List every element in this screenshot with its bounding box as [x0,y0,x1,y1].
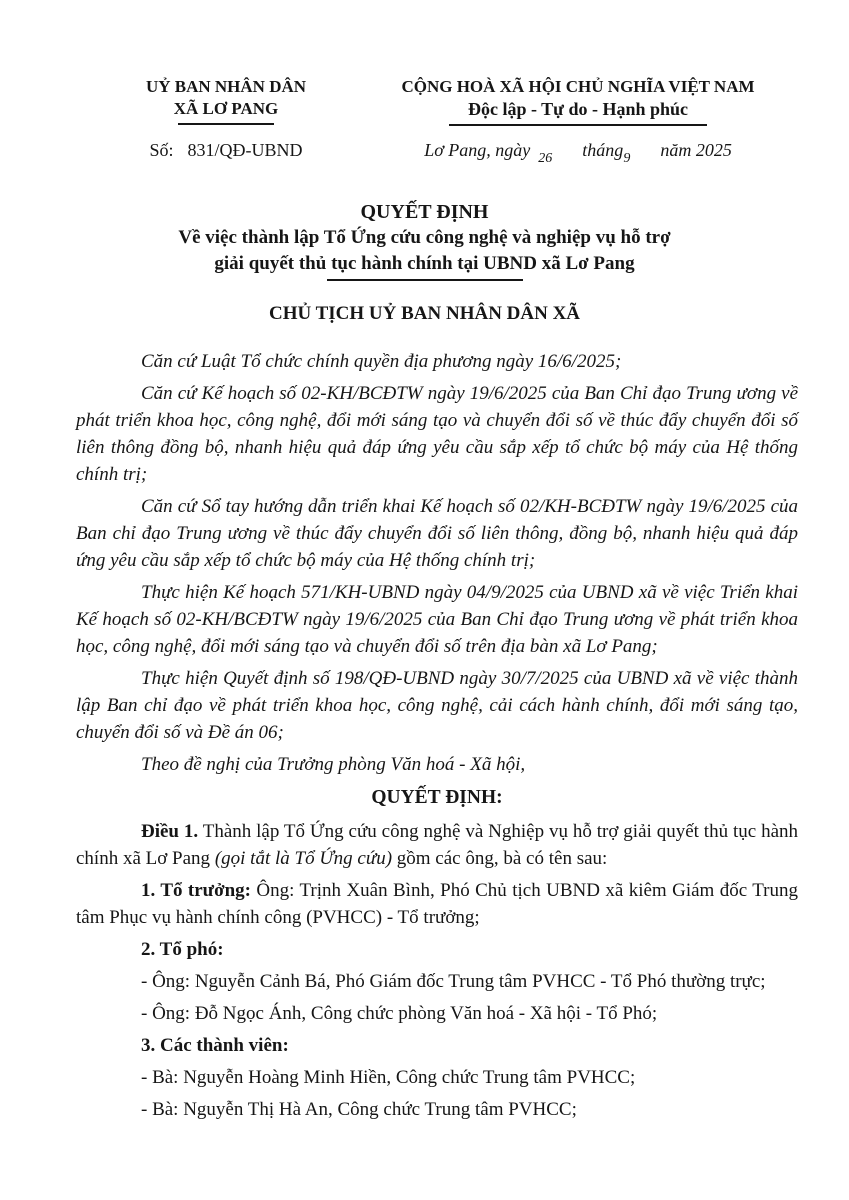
document-subtitle-line1: Về việc thành lập Tổ Ứng cứu công nghệ và nghiệp vụ hỗ trợ [178,227,671,248]
issuer-name-line1: UỶ BAN NHÂN DÂN [145,77,307,96]
document-header [0,76,849,126]
dateline-day: 26 [538,151,553,166]
document-subtitle-line2: giải quyết thủ tục hành chính tại UBND xã Lơ Pang [214,253,635,274]
preamble-paragraph: Thực hiện Quyết định số 198/QĐ-UBND ngày 30/7/2025 của UBND xã về việc thành lập Ban chỉ đạo về phát triển khoa học, công nghệ, cải cách hành chính, đổi mới sáng tạo, chuyển đổi số và Đề án 06; [76,668,798,743]
dateline-month-label: tháng [582,140,624,160]
national-motto-block [378,76,778,126]
dateline-place: Lơ Pang, ngày [424,140,531,160]
preamble-paragraph: Căn cứ Kế hoạch số 02-KH/BCĐTW ngày 19/6/2025 của Ban Chỉ đạo Trung ương về phát triển khoa học, công nghệ, đổi mới sáng tạo và chuyển đổi số về thúc đẩy chuyển đổi số liên thông đồng bộ, nhanh hiệu quả đáp ứng yêu cầu sắp xếp tổ chức bộ máy của Hệ thống chính trị; [76,383,798,485]
dateline-year: 2025 [695,140,732,160]
decision-heading: QUYẾT ĐỊNH: [371,787,503,808]
national-name: CỘNG HOÀ XÃ HỘI CHỦ NGHĨA VIỆT NAM [401,77,755,96]
issuer-name-line2: XÃ LƠ PANG [173,99,279,118]
preamble-section [76,348,798,778]
role-item: - Ông: Nguyễn Cảnh Bá, Phó Giám đốc Trung tâm PVHCC - Tổ Phó thường trực; [141,971,766,992]
preamble-paragraph: Căn cứ Luật Tổ chức chính quyền địa phương ngày 16/6/2025; [141,351,622,372]
document-meta-row [0,138,849,171]
article-1-label: Điều 1. [141,821,199,842]
issuing-authority-heading: CHỦ TỊCH UỶ BAN NHÂN DÂN XÃ [268,303,581,324]
motto-underline [449,124,707,126]
title-underline [327,279,523,281]
role-item: - Bà: Nguyễn Hoàng Minh Hiền, Công chức Trung tâm PVHCC; [141,1067,636,1088]
role-item: - Bà: Nguyễn Thị Hà An, Công chức Trung tâm PVHCC; [141,1099,577,1120]
role-item: 3. Các thành viên: [141,1035,289,1056]
document-number-label: Số: [149,140,174,160]
document-body [76,348,798,1123]
role-item: 1. Tổ trưởng: Ông: Trịnh Xuân Bình, Phó Chủ tịch UBND xã kiêm Giám đốc Trung tâm Phục vụ hành chính công (PVHCC) - Tổ trưởng; [76,880,799,928]
preamble-paragraph: Căn cứ Sổ tay hướng dẫn triển khai Kế hoạch số 02/KH-BCĐTW ngày 19/6/2025 của Ban chỉ đạo Trung ương về thúc đẩy chuyển đổi số liên thông, đồng bộ, nhanh hiệu quả đáp ứng yêu cầu sắp xếp tổ chức bộ máy của Hệ thống chính trị; [76,496,798,571]
dateline-month: 9 [623,151,631,166]
article-1-alias: (gọi tắt là Tổ Ứng cứu) [214,848,393,869]
title-block [0,199,849,326]
document-type-heading: QUYẾT ĐỊNH [360,201,489,223]
preamble-paragraph: Thực hiện Kế hoạch 571/KH-UBND ngày 04/9/2025 của UBND xã về việc Triển khai Kế hoạch số 02-KH/BCĐTW ngày 19/6/2025 của Ban Chỉ đạo Trung ương về phát triển khoa học, công nghệ, đổi mới sáng tạo và chuyển đổi số trên địa bàn xã Lơ Pang; [76,582,798,657]
issuer-underline [178,123,274,125]
document-number-value: 831/QĐ-UBND [187,140,303,160]
issuer-block [76,76,376,125]
preamble-paragraph: Theo đề nghị của Trưởng phòng Văn hoá - Xã hội, [141,754,526,775]
dateline-year-label: năm [660,140,692,160]
article-1-paragraph: Điều 1. Thành lập Tổ Ứng cứu công nghệ và Nghiệp vụ hỗ trợ giải quyết thủ tục hành chính xã Lơ Pang (gọi tắt là Tổ Ứng cứu) gồm các ông, bà có tên sau: [76,821,799,869]
dateline [378,138,778,171]
role-item: 2. Tổ phó: [141,939,224,960]
document-number [76,138,376,162]
role-item: - Ông: Đỗ Ngọc Ánh, Công chức phòng Văn hoá - Xã hội - Tổ Phó; [141,1003,658,1024]
national-motto: Độc lập - Tự do - Hạnh phúc [467,99,689,119]
